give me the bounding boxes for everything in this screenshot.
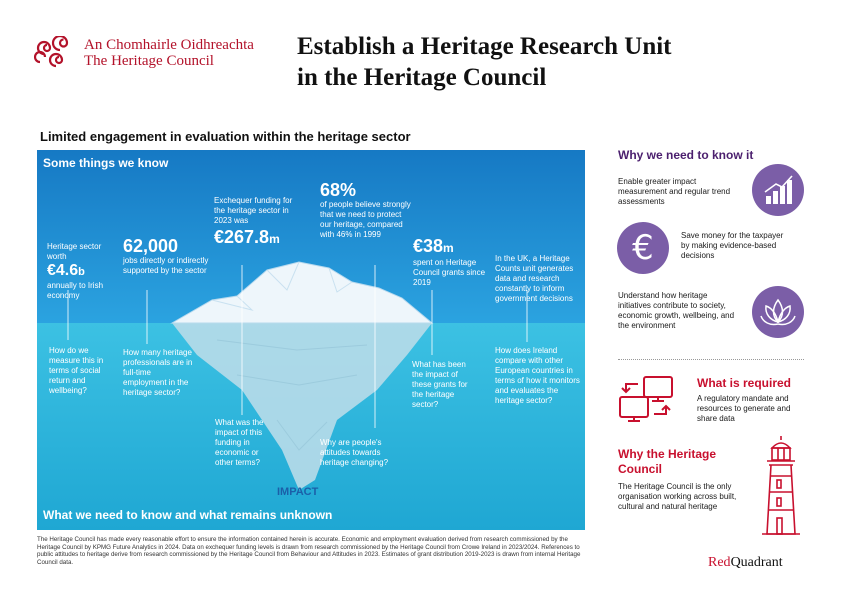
heritage-council-logo-icon: [34, 36, 78, 72]
fact-post-text: jobs directly or indirectly supported by the sector: [123, 256, 209, 275]
fact-pre-text: Heritage sector worth: [47, 242, 102, 261]
bar-chart-icon: [752, 164, 804, 216]
fact-post-text: spent on Heritage Council grants since 2019: [413, 258, 486, 287]
why-hc-heading: [618, 447, 716, 477]
page-title-line2: in the Heritage Council: [297, 64, 547, 91]
panel-top-heading: Some things we know: [43, 156, 169, 170]
right-divider: [618, 359, 804, 360]
fact-post-text: In the UK, a Heritage Counts unit generates data and research constantly to inform government decisions: [495, 254, 574, 303]
euro-icon: €: [617, 222, 669, 274]
question-professionals: How many heritage professionals are in full-time employment in the heritage sector?: [123, 348, 193, 397]
question-funding-impact: What was the impact of this funding in economic or other terms?: [215, 418, 264, 467]
iceberg-graphic: [37, 150, 585, 530]
fact-pre-text: Exchequer funding for the heritage sector in 2023 was: [214, 196, 293, 225]
why-hc-text: The Heritage Council is the only organisation working across built, cultural and natural heritage: [618, 482, 737, 511]
computers-icon: [614, 374, 678, 424]
iceberg-panel: [37, 150, 585, 530]
logo-english-name: The Heritage Council: [84, 53, 214, 69]
why-need-item-3-text: Understand how heritage initiatives contribute to society, economic growth, wellbeing, and the environment: [618, 291, 735, 330]
fact-grants: [413, 236, 493, 288]
required-text: A regulatory mandate and resources to generate and share data: [697, 394, 791, 423]
why-hc-heading-line2: Council: [618, 462, 662, 476]
impact-label: IMPACT: [277, 486, 319, 498]
why-need-item-1-text: Enable greater impact measurement and regular trend assessments: [618, 177, 731, 206]
lotus-icon: [752, 286, 804, 338]
fact-value: €267.8m: [214, 227, 280, 247]
fact-value: €38m: [413, 236, 454, 256]
panel-bottom-heading: What we need to know and what remains unknown: [43, 508, 333, 522]
required-heading: What is required: [697, 376, 792, 390]
fact-exchequer-funding: [214, 196, 304, 250]
page-title: [297, 31, 817, 93]
footer-disclaimer: The Heritage Council has made every reasonable effort to ensure the information contained herein is accurate. Economic and employment evaluation derived from research commissioned by the Heritage Council by KPMG Future Analytics in 2024. Data on exchequer funding levels is drawn from research commissioned by the Heritage Council from Crowe Ireland in 2023/2024. References to public attitudes to heritage derive from research commissioned by the Heritage Council from Behaviour and Attitudes in 2023. Estimates of grant distribution 2019-2023 is drawn from internal Heritage Council data.: [37, 536, 581, 566]
logo-irish-name: An Chomhairle Oidhreachta: [84, 37, 254, 53]
page-title-line1: Establish a Heritage Research Unit: [297, 33, 672, 60]
fact-uk-heritage-counts: [495, 254, 581, 304]
fact-value: €4.6b: [47, 262, 85, 279]
question-grants-impact: What has been the impact of these grants for the heritage sector?: [412, 360, 468, 409]
fact-value: 68%: [320, 180, 357, 200]
why-need-heading: Why we need to know it: [618, 148, 754, 162]
redquadrant-brand: RedQuadrant: [708, 555, 783, 570]
fact-jobs: [123, 236, 211, 276]
fact-economic-value: [47, 242, 111, 301]
fact-public-attitudes: [320, 180, 412, 240]
section-subtitle: Limited engagement in evaluation within the heritage sector: [40, 129, 411, 144]
question-attitudes: Why are people's attitudes towards heritage changing?: [320, 438, 389, 467]
fact-post-text: of people believe strongly that we need to protect our heritage, compared with 46% in 1999: [320, 200, 411, 239]
fact-post-text: annually to Irish economy: [47, 281, 104, 300]
why-hc-heading-line1: Why the Heritage: [618, 447, 717, 461]
lighthouse-icon: [758, 434, 804, 540]
why-need-item-2-text: Save money for the taxpayer by making evidence-based decisions: [681, 231, 784, 260]
question-europe-comparison: How does Ireland compare with other European countries in terms of how it monitors and evaluates the heritage sector?: [495, 346, 580, 405]
fact-value: 62,000: [123, 236, 179, 256]
question-social-return: How do we measure this in terms of social return and wellbeing?: [49, 346, 104, 395]
